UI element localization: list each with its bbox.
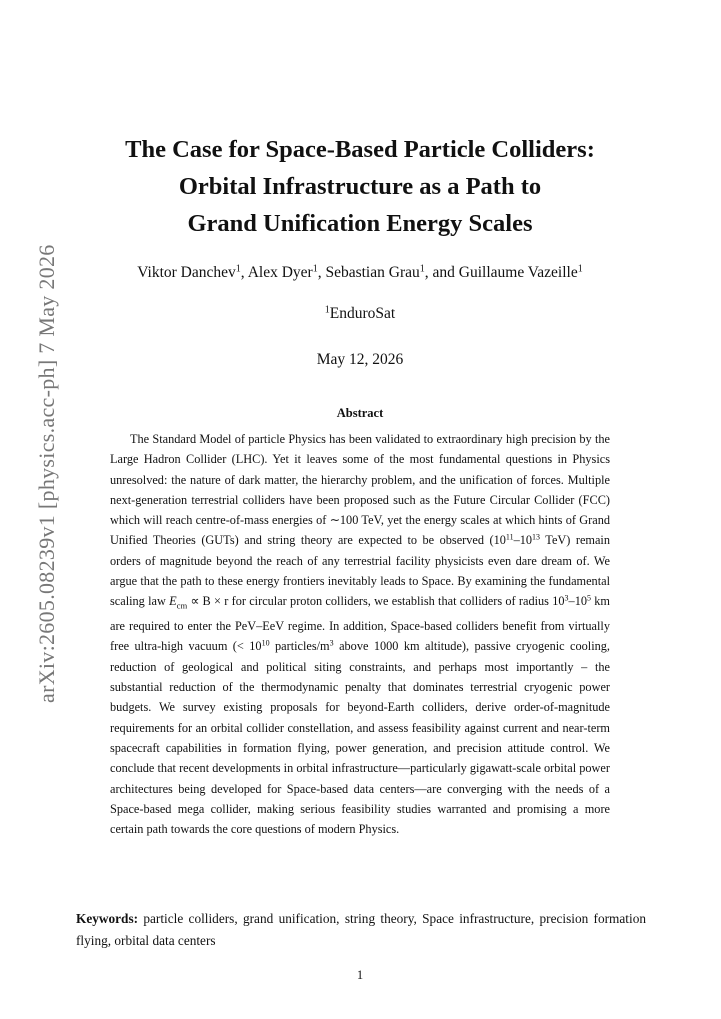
abstract-fragment: –10 [568,594,587,609]
exponent: 13 [532,533,541,543]
author-name: Sebastian Grau [325,264,420,281]
abstract-fragment: –10 [513,533,533,548]
author-name: Viktor Danchev [137,264,236,281]
title-line-2: Orbital Infrastructure as a Path to [178,173,542,200]
abstract-heading: Abstract [336,406,384,420]
author-separator: , [240,264,248,281]
page-number: 1 [356,968,364,982]
energy-symbol: E [169,594,177,609]
author-separator: , and [424,264,459,281]
affiliation [60,305,660,323]
abstract-fragment: ∝ B × r for circular proton colliders, we establish that colliders of radius 10 [187,594,565,609]
abstract-fragment: The Standard Model of particle Physics has been validated to extraordinary high precision by the Large Hadron Collider (LHC). Yet it leaves some of the most fundamental questions in Physics unresolved: the nature of dark matter, the hierarchy problem, and the unification of forces. Multiple next-generation terrestrial colliders have been proposed such as the Future Circular Collider (FCC) which will reach centre-of-mass energies of ∼100 TeV, yet the energy scales at which hints of Grand Unified Theories (GUTs) and string theory are expected to be observed (10 [110,432,610,548]
exponent: 5 [587,593,591,603]
keywords-text: particle colliders, grand unification, string theory, Space infrastructure, precision formation flying, orbital data centers [76,911,646,948]
abstract-fragment: above 1000 km altitude), passive cryogenic cooling, reduction of geological and political siting constraints, and perhaps most importantly – the substantial reduction of the thermodynamic penalty that dominates terrestrial cryogenic power budgets. We survey existing proposals for beyond-Earth colliders, derive order-of-magnitude requirements for an orbital collider constellation, and assess feasibility against current and near-term spacecraft capabilities in formation flying, power generation, and precision attitude control. We conclude that recent developments in orbital infrastructure—particularly gigawatt-scale orbital power architectures being developed for Space-based data centers—are converging with the needs of a Space-based mega collider, making serious feasibility studies warranted and promising a more certain path towards the core questions of modern Physics. [110,639,611,837]
author-affiliation-mark: 1 [577,263,583,275]
exponent: 3 [564,593,569,603]
abstract-fragment: km are required to enter the PeV–EeV regime. In addition, Space-based colliders benefit from virtually free ultra-high vacuum (< 10 [110,594,610,654]
paper-title [70,131,650,242]
author-affiliation-mark: 1 [312,263,318,275]
exponent: 3 [329,639,334,649]
author-list [60,264,660,282]
author-name: Guillaume Vazeille [458,264,578,281]
abstract-fragment: particles/m [269,639,330,654]
author-separator: , [317,264,326,281]
title-line-1: The Case for Space-Based Particle Colliders: [125,136,595,163]
affiliation-name: EnduroSat [329,305,396,322]
publication-date: May 12, 2026 [316,351,404,368]
abstract-text [110,429,610,839]
abstract-fragment: TeV) remain orders of magnitude beyond the reach of any terrestrial facility physicists even dare dream of. We argue that the path to these energy frontiers inevitably leads to Space. By examining the fundamental scaling law [110,533,610,609]
author-affiliation-mark: 1 [235,263,241,275]
keywords [76,908,646,952]
exponent: 10 [261,639,270,649]
author-affiliation-mark: 1 [419,263,425,275]
exponent: 11 [505,533,514,543]
keywords-label: Keywords: [76,911,139,926]
energy-subscript: cm [176,600,188,611]
affiliation-mark: 1 [324,304,330,316]
title-line-3: Grand Unification Energy Scales [187,210,533,237]
author-name: Alex Dyer [247,264,313,281]
arxiv-identifier: arXiv:2605.08239v1 [physics.acc-ph] 7 May 2026 [34,244,59,703]
